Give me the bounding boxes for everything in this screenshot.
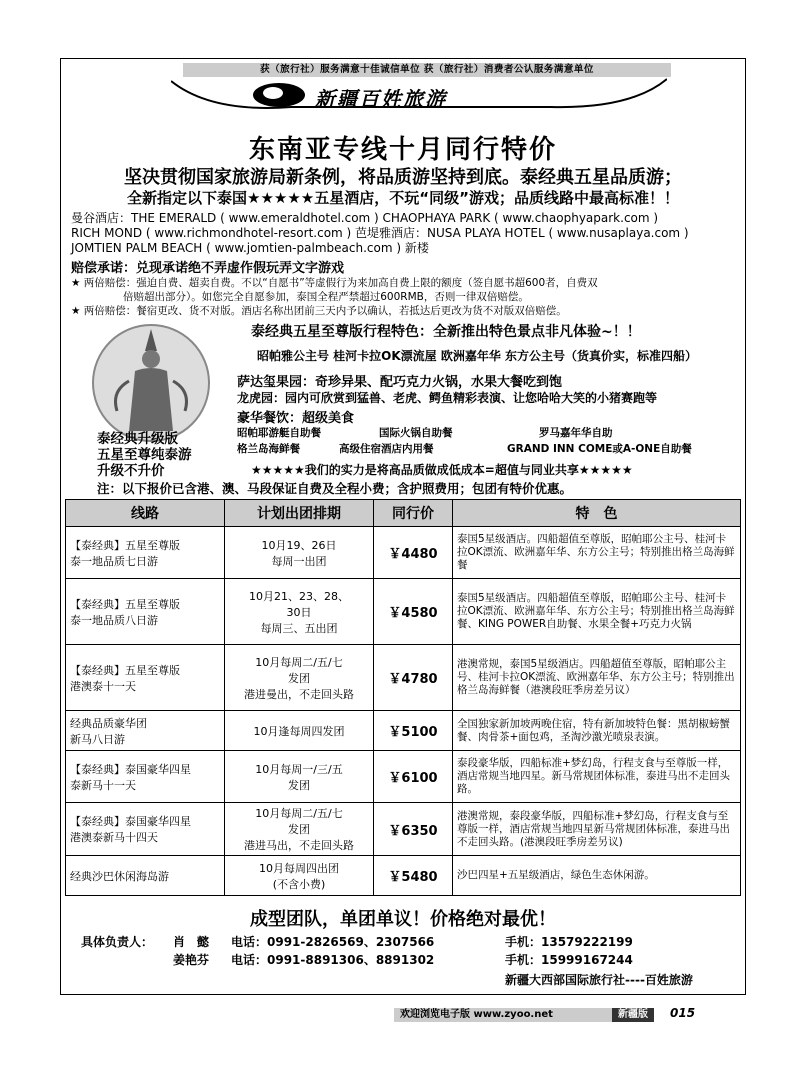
price-cell: ￥4780 <box>374 645 453 711</box>
contact-phone-1: 电话：0991-2826569、2307566 <box>231 935 435 949</box>
footer-edition: 新疆版 <box>612 1008 654 1022</box>
subtitle-1: 坚决贯彻国家旅游局新条例，将品质游坚持到底。泰经典五星品质游； <box>124 167 682 188</box>
feature-cell: 港澳常规，泰段豪华版，四船标准+梦幻岛，行程支食与至尊版一样，酒店常规当地四星新马常规团体标准，泰进马出不走回头路。(港澳段旺季房差另议) <box>453 803 741 856</box>
contact-person-2: 姜艳芬 <box>173 953 210 967</box>
table-row <box>66 579 741 645</box>
table-header-row <box>66 500 741 527</box>
page-title: 东南亚专线十月同行特价 <box>248 135 557 165</box>
col-header-price: 同行价 <box>374 500 453 527</box>
compensation-item-1a: ★ 两倍赔偿：强迫自费、超卖自费。不以“自愿书”等虚假行为来加高自费上限的额度（签自愿书超600者，自费双 <box>71 277 598 289</box>
col-header-schedule: 计划出团排期 <box>225 500 374 527</box>
hotel-line-1: 曼谷酒店：THE EMERALD ( www.emeraldhotel.com ) CHAOPHAYA PARK ( www.chaophyapark.com ) <box>71 211 659 225</box>
route-cell: 经典品质豪华团 新马八日游 <box>66 711 225 751</box>
feature-cell: 港澳常规，泰国5星级酒店。四船超值至尊版，昭帕耶公主号、桂河卡拉OK漂流、欧洲嘉年华、东方公主号；特别推出格兰岛海鲜餐（港澳段旺季房差另议） <box>453 645 741 711</box>
compensation-item-2: ★ 两倍赔偿：餐宿更改、货不对版。酒店名称出团前三天内予以确认，若抵达后更改为货不对版双倍赔偿。 <box>71 305 567 317</box>
page-number: 015 <box>670 1006 696 1020</box>
upgrade-line-2: 五星至尊纯泰游 <box>97 447 192 463</box>
meal-3: 罗马嘉年华自助 <box>539 427 613 439</box>
table-row <box>66 527 741 579</box>
date-cell: 10月每周二/五/七 发团 港进曼出，不走回头路 <box>225 645 374 711</box>
hotel-line-2: RICH MOND ( www.richmondhotel-resort.com ) 芭堤雅酒店：NUSA PLAYA HOTEL ( www.nusaplaya.com ) <box>71 226 689 240</box>
feature-cell: 泰国5星级酒店。四船超值至尊版，昭帕耶公主号、桂河卡拉OK漂流、欧洲嘉年华、东方公主号；特别推出格兰岛海鲜餐、KING POWER自助餐、水果全餐+巧克力火锅 <box>453 579 741 645</box>
logo-text: 新疆百姓旅游 <box>315 87 447 111</box>
bottom-slogan: 成型团队，单团单议！价格绝对最优！ <box>250 909 556 930</box>
price-cell: ￥4480 <box>374 527 453 579</box>
feature-cell: 泰段豪华版，四船标准+梦幻岛，行程支食与至尊版一样，酒店常规当地四星。新马常规团体标准，泰进马出不走回头路。 <box>453 751 741 803</box>
price-cell: ￥4580 <box>374 579 453 645</box>
date-cell: 10月每周一/三/五 发团 <box>225 751 374 803</box>
hotel-line-3: JOMTIEN PALM BEACH ( www.jomtien-palmbeach.com ) 新楼 <box>71 241 429 255</box>
feature-cell: 沙巴四星+五星级酒店，绿色生态休闲游。 <box>453 856 741 896</box>
feature-sadaya: 萨达玺果园：奇珍异果、配巧克力火锅，水果大餐吃到饱 <box>237 375 563 390</box>
feature-dragon: 龙虎园：园内可欣赏到猛兽、老虎、鳄鱼精彩表演、让您哈哈大笑的小猪赛跑等 <box>237 391 658 405</box>
top-award-bar: 获（旅行社）服务满意十佳诚信单位 获（旅行社）消费者公认服务满意单位 <box>183 63 671 77</box>
date-cell: 10月逢每周四发团 <box>225 711 374 751</box>
ad-page <box>60 58 746 995</box>
contact-mobile-1: 手机：13579222199 <box>505 935 633 949</box>
feature-cell: 泰国5星级酒店。四船超值至尊版，昭帕耶公主号、桂河卡拉OK漂流、欧洲嘉年华、东方公主号；特别推出格兰岛海鲜餐 <box>453 527 741 579</box>
route-cell: 【泰经典】泰国豪华四星 港澳泰新马十四天 <box>66 803 225 856</box>
price-cell: ￥5100 <box>374 711 453 751</box>
price-note: 注：以下报价已含港、澳、马段保证自费及全程小费；含护照费用；包团有特价优惠。 <box>97 481 573 496</box>
compensation-item-1b: 倍赔超出部分）。如您完全自愿参加，泰国全程严禁超过600RMB，否则一律双倍赔偿。 <box>123 291 529 303</box>
meal-2: 国际火锅自助餐 <box>379 427 453 439</box>
meal-4: 格兰岛海鲜餐 <box>237 443 300 455</box>
col-header-route: 线路 <box>66 500 225 527</box>
date-cell: 10月19、26日 每周一出团 <box>225 527 374 579</box>
meal-6: GRAND INN COME或A-ONE自助餐 <box>507 443 692 455</box>
subtitle-2: 全新指定以下泰国★★★★★五星酒店，不玩“同级”游戏；品质线路中最高标准！！ <box>127 189 679 207</box>
footer-website-label: 欢迎浏览电子版 www.zyoo.net <box>394 1008 612 1022</box>
route-cell: 【泰经典】五星至尊版 港澳泰十一天 <box>66 645 225 711</box>
page-footer <box>394 1008 712 1022</box>
features-spots: 昭帕雅公主号 桂河卡拉OK漂流屋 欧洲嘉年华 东方公主号（货真价实，标准四船） <box>257 349 698 363</box>
table-row <box>66 711 741 751</box>
strength-line: ★★★★★我们的实力是将高品质做成低成本=超值与同业共享★★★★★ <box>251 463 633 477</box>
table-row <box>66 803 741 856</box>
company-logo <box>251 79 611 111</box>
compensation-heading: 赔偿承诺：兑现承诺绝不弄虚作假玩弄文字游戏 <box>71 261 345 276</box>
route-cell: 【泰经典】五星至尊版 泰一地品质八日游 <box>66 579 225 645</box>
col-header-feature: 特 色 <box>453 500 741 527</box>
agency-name: 新疆大西部国际旅行社----百姓旅游 <box>505 973 693 987</box>
features-heading: 泰经典五星至尊版行程特色：全新推出特色景点非凡体验~！！ <box>251 324 641 340</box>
route-cell: 经典沙巴休闲海岛游 <box>66 856 225 896</box>
logo-emblem-icon <box>251 81 307 109</box>
tour-price-table <box>65 499 741 896</box>
upgrade-line-1: 泰经典升级版 <box>97 431 178 447</box>
contact-mobile-2: 手机：15999167244 <box>505 953 633 967</box>
price-cell: ￥6100 <box>374 751 453 803</box>
feature-cell: 全国独家新加坡两晚住宿，特有新加坡特色餐：黑胡椒螃蟹餐、肉骨茶+面包鸡，圣淘沙激光喷泉表演。 <box>453 711 741 751</box>
date-cell: 10月每周二/五/七 发团 港进马出，不走回头路 <box>225 803 374 856</box>
price-cell: ￥6350 <box>374 803 453 856</box>
date-cell: 10月21、23、28、 30日 每周三、五出团 <box>225 579 374 645</box>
meal-1: 昭帕耶游艇自助餐 <box>237 427 321 439</box>
contact-person-1: 肖 懿 <box>173 935 210 949</box>
contact-label: 具体负责人： <box>81 935 154 949</box>
upgrade-note <box>97 431 192 479</box>
upgrade-line-3: 升级不升价 <box>97 463 165 479</box>
route-cell: 【泰经典】泰国豪华四星 泰新马十一天 <box>66 751 225 803</box>
meal-5: 高级住宿酒店内用餐 <box>339 443 434 455</box>
table-row <box>66 645 741 711</box>
price-cell: ￥5480 <box>374 856 453 896</box>
date-cell: 10月每周四出团 (不含小费) <box>225 856 374 896</box>
table-row <box>66 751 741 803</box>
contact-phone-2: 电话：0991-8891306、8891302 <box>231 953 435 967</box>
table-row <box>66 856 741 896</box>
feature-meal-heading: 豪华餐饮：超级美食 <box>237 411 355 426</box>
route-cell: 【泰经典】五星至尊版 泰一地品质七日游 <box>66 527 225 579</box>
